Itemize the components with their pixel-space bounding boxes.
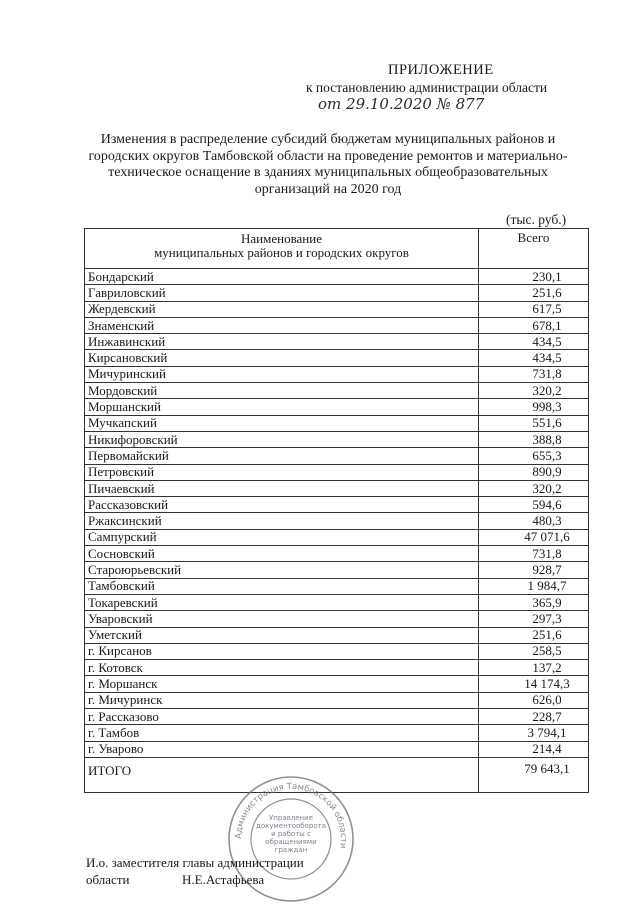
- table-row: [85, 415, 589, 431]
- signer-name: Н.Е.Астафьева: [182, 872, 265, 887]
- table-row: [85, 529, 589, 545]
- table-row: [85, 676, 589, 692]
- district-name: Жердевский: [85, 301, 479, 317]
- district-total: 251,6: [479, 285, 589, 301]
- table-row: [85, 301, 589, 317]
- district-name: г. Кирсанов: [85, 643, 479, 659]
- district-total: 228,7: [479, 709, 589, 725]
- district-total: 320,2: [479, 383, 589, 399]
- table-row: [85, 285, 589, 301]
- table-row: [85, 269, 589, 285]
- document-title: Изменения в распределение субсидий бюджетам муниципальных районов и городских округов Тамбовской области на проведение ремонтов и материально-техническое оснащение в зданиях муниципальных общеобразовательных организаций на 2020 год: [88, 132, 568, 197]
- district-total: 47 071,6: [479, 529, 589, 545]
- table-row: [85, 611, 589, 627]
- table-row: [85, 480, 589, 496]
- name-header-line1: Наименование: [241, 231, 322, 246]
- district-name: Бондарский: [85, 269, 479, 285]
- table-row: [85, 448, 589, 464]
- table-row: [85, 399, 589, 415]
- district-name: Инжавинский: [85, 334, 479, 350]
- district-total: 434,5: [479, 334, 589, 350]
- district-total: 678,1: [479, 317, 589, 333]
- table-row: [85, 383, 589, 399]
- district-total: 594,6: [479, 497, 589, 513]
- table-row: [85, 627, 589, 643]
- table-row: [85, 334, 589, 350]
- table-row: [85, 660, 589, 676]
- district-total: 258,5: [479, 643, 589, 659]
- district-total: 214,4: [479, 741, 589, 757]
- district-name: Рассказовский: [85, 497, 479, 513]
- appendix-subtitle: к постановлению администрации области: [306, 80, 548, 95]
- seal-ring-text: Администрация Тамбовской области: [233, 781, 349, 850]
- table-row: [85, 366, 589, 382]
- subsidy-table: [84, 228, 589, 793]
- district-name: Ржаксинский: [85, 513, 479, 529]
- table-row: [85, 741, 589, 757]
- unit-note: (тыс. руб.): [506, 212, 567, 227]
- total-row-value: 79 643,1: [479, 757, 589, 792]
- district-name: г. Моршанск: [85, 676, 479, 692]
- district-name: Токаревский: [85, 594, 479, 610]
- signature-role-line2: области: [86, 872, 130, 887]
- table-row: [85, 546, 589, 562]
- district-name: Уметский: [85, 627, 479, 643]
- district-total: 617,5: [479, 301, 589, 317]
- district-total: 434,5: [479, 350, 589, 366]
- district-name: Пичаевский: [85, 480, 479, 496]
- district-total: 388,8: [479, 431, 589, 447]
- table-row: [85, 497, 589, 513]
- district-total: 297,3: [479, 611, 589, 627]
- table-header-row: [85, 229, 589, 269]
- name-column-header: [85, 229, 479, 269]
- district-name: Староюрьевский: [85, 562, 479, 578]
- district-total: 731,8: [479, 366, 589, 382]
- appendix-title: ПРИЛОЖЕНИЕ: [388, 62, 494, 78]
- district-total: 655,3: [479, 448, 589, 464]
- district-name: Кирсановский: [85, 350, 479, 366]
- district-name: г. Тамбов: [85, 725, 479, 741]
- district-name: г. Мичуринск: [85, 692, 479, 708]
- table-row: [85, 709, 589, 725]
- district-name: Гавриловский: [85, 285, 479, 301]
- table-row: [85, 562, 589, 578]
- table-row: [85, 578, 589, 594]
- district-name: Мучкапский: [85, 415, 479, 431]
- district-name: Мичуринский: [85, 366, 479, 382]
- district-name: Никифоровский: [85, 431, 479, 447]
- district-total: 1 984,7: [479, 578, 589, 594]
- district-name: г. Уварово: [85, 741, 479, 757]
- table-row: [85, 431, 589, 447]
- table-row: [85, 725, 589, 741]
- district-name: Тамбовский: [85, 578, 479, 594]
- signature-line2: [86, 872, 386, 888]
- district-total: 365,9: [479, 594, 589, 610]
- district-total: 3 794,1: [479, 725, 589, 741]
- name-header-line2: муниципальных районов и городских округов: [154, 245, 409, 260]
- handwritten-date-number: от 29.10.2020 № 877: [318, 95, 485, 113]
- district-total: 320,2: [479, 480, 589, 496]
- district-total: 137,2: [479, 660, 589, 676]
- district-total: 626,0: [479, 692, 589, 708]
- total-row-label: ИТОГО: [85, 757, 479, 792]
- district-total: 731,8: [479, 546, 589, 562]
- table-row: [85, 594, 589, 610]
- table-row: [85, 692, 589, 708]
- district-total: 14 174,3: [479, 676, 589, 692]
- district-total: 551,6: [479, 415, 589, 431]
- table-row: [85, 317, 589, 333]
- total-column-header: Всего: [479, 229, 589, 269]
- table-row: [85, 513, 589, 529]
- district-total: 890,9: [479, 464, 589, 480]
- district-total: 998,3: [479, 399, 589, 415]
- table-row: [85, 350, 589, 366]
- district-name: Знаменский: [85, 317, 479, 333]
- table-row: [85, 643, 589, 659]
- district-name: Уваровский: [85, 611, 479, 627]
- district-name: Петровский: [85, 464, 479, 480]
- signature-role: И.о. заместителя главы администрации: [86, 855, 304, 870]
- table-row: [85, 464, 589, 480]
- seal-center-text: Управление документооборота и работы с обращениями граждан: [256, 814, 326, 854]
- district-name: Сампурский: [85, 529, 479, 545]
- district-name: Моршанский: [85, 399, 479, 415]
- district-total: 230,1: [479, 269, 589, 285]
- district-total: 251,6: [479, 627, 589, 643]
- district-name: Сосновский: [85, 546, 479, 562]
- district-name: Мордовский: [85, 383, 479, 399]
- district-name: Первомайский: [85, 448, 479, 464]
- district-total: 480,3: [479, 513, 589, 529]
- district-name: г. Котовск: [85, 660, 479, 676]
- district-name: г. Рассказово: [85, 709, 479, 725]
- district-total: 928,7: [479, 562, 589, 578]
- table-body: [85, 269, 589, 758]
